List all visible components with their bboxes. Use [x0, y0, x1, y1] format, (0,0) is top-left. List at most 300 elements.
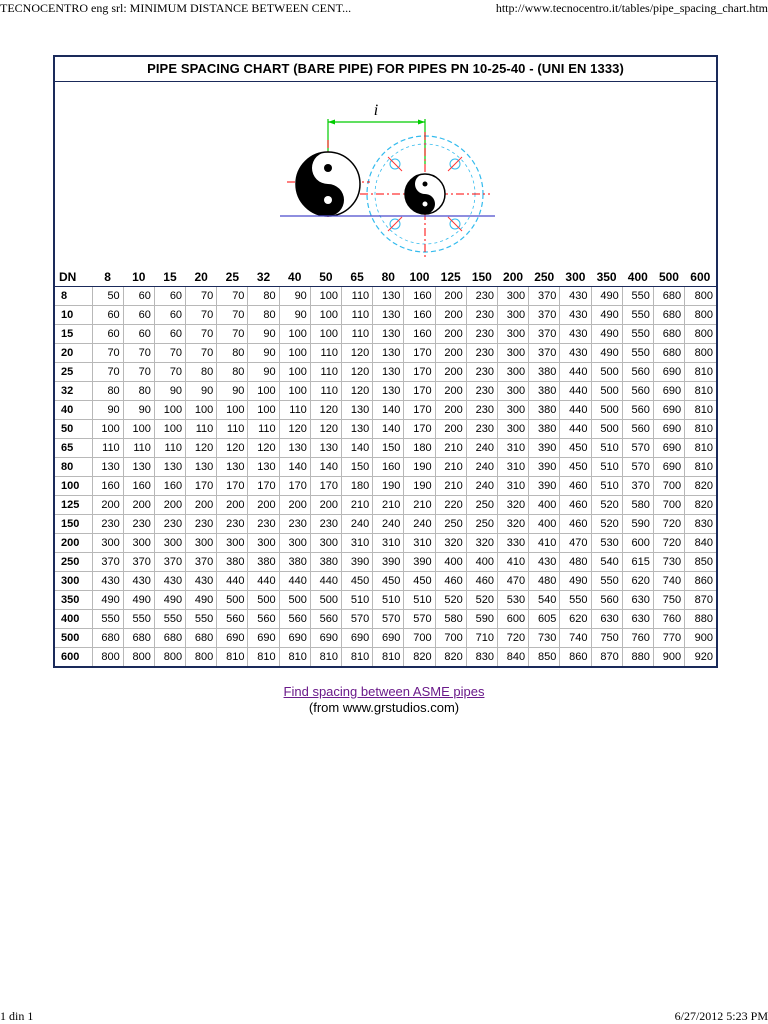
table-cell: 900	[653, 648, 684, 667]
table-cell: 200	[435, 363, 466, 382]
table-cell: 200	[92, 496, 123, 515]
table-cell: 480	[560, 553, 591, 572]
table-cell: 70	[154, 363, 185, 382]
table-cell: 130	[248, 458, 279, 477]
table-cell: 200	[310, 496, 341, 515]
table-cell: 240	[466, 439, 497, 458]
table-cell: 430	[154, 572, 185, 591]
table-cell: 860	[560, 648, 591, 667]
table-cell: 300	[497, 420, 528, 439]
table-cell: 680	[653, 287, 684, 306]
table-cell: 230	[466, 363, 497, 382]
table-cell: 250	[466, 496, 497, 515]
table-cell: 390	[529, 458, 560, 477]
table-cell: 310	[342, 534, 373, 553]
table-cell: 690	[342, 629, 373, 648]
table-cell: 460	[560, 496, 591, 515]
table-cell: 570	[622, 458, 653, 477]
table-cell: 100	[279, 382, 310, 401]
table-cell: 210	[435, 458, 466, 477]
table-cell: 330	[497, 534, 528, 553]
table-cell: 300	[123, 534, 154, 553]
table-cell: 380	[279, 553, 310, 572]
table-cell: 520	[591, 496, 622, 515]
table-cell: 560	[622, 363, 653, 382]
table-cell: 110	[92, 439, 123, 458]
table-cell: 380	[248, 553, 279, 572]
table-cell: 120	[342, 363, 373, 382]
table-cell: 870	[591, 648, 622, 667]
table-cell: 110	[123, 439, 154, 458]
table-cell: 440	[560, 420, 591, 439]
table-cell: 740	[560, 629, 591, 648]
table-cell: 90	[217, 382, 248, 401]
table-cell: 240	[342, 515, 373, 534]
table-cell: 520	[435, 591, 466, 610]
table-cell: 800	[685, 287, 716, 306]
table-cell: 400	[466, 553, 497, 572]
print-footer-timestamp: 6/27/2012 5:23 PM	[674, 1009, 768, 1023]
table-cell: 380	[529, 420, 560, 439]
table-cell: 810	[685, 420, 716, 439]
table-cell: 80	[123, 382, 154, 401]
table-cell: 90	[154, 382, 185, 401]
row-dn-label: 8	[55, 287, 92, 306]
table-cell: 680	[653, 344, 684, 363]
table-cell: 240	[373, 515, 404, 534]
table-cell: 60	[92, 325, 123, 344]
table-cell: 200	[217, 496, 248, 515]
table-cell: 310	[497, 477, 528, 496]
table-cell: 230	[466, 344, 497, 363]
table-cell: 130	[342, 420, 373, 439]
table-cell: 130	[373, 287, 404, 306]
table-cell: 140	[342, 439, 373, 458]
table-row	[55, 572, 716, 591]
column-header: 32	[248, 268, 279, 287]
table-cell: 300	[497, 325, 528, 344]
table-cell: 300	[497, 344, 528, 363]
table-cell: 810	[217, 648, 248, 667]
table-cell: 720	[497, 629, 528, 648]
table-cell: 130	[154, 458, 185, 477]
bolt-hole-2	[448, 157, 462, 171]
table-cell: 430	[560, 306, 591, 325]
table-cell: 230	[186, 515, 217, 534]
table-cell: 820	[685, 477, 716, 496]
table-cell: 140	[373, 420, 404, 439]
table-cell: 390	[342, 553, 373, 572]
table-cell: 60	[123, 287, 154, 306]
table-cell: 90	[123, 401, 154, 420]
table-cell: 850	[529, 648, 560, 667]
table-cell: 170	[404, 382, 435, 401]
table-cell: 390	[373, 553, 404, 572]
table-cell: 440	[279, 572, 310, 591]
table-cell: 130	[310, 439, 341, 458]
table-cell: 200	[435, 325, 466, 344]
row-dn-label: 600	[55, 648, 92, 667]
table-cell: 400	[529, 496, 560, 515]
table-cell: 100	[310, 306, 341, 325]
table-cell: 70	[186, 306, 217, 325]
table-cell: 300	[497, 363, 528, 382]
table-cell: 170	[217, 477, 248, 496]
table-cell: 310	[497, 458, 528, 477]
table-cell: 160	[92, 477, 123, 496]
table-cell: 450	[560, 458, 591, 477]
table-cell: 450	[342, 572, 373, 591]
table-cell: 380	[529, 363, 560, 382]
table-cell: 700	[653, 496, 684, 515]
table-cell: 450	[404, 572, 435, 591]
table-cell: 690	[653, 382, 684, 401]
column-header: 8	[92, 268, 123, 287]
table-cell: 720	[653, 515, 684, 534]
pipe-spacing-diagram	[55, 82, 716, 268]
table-cell: 160	[404, 325, 435, 344]
table-row	[55, 420, 716, 439]
table-cell: 70	[92, 363, 123, 382]
table-cell: 390	[529, 439, 560, 458]
table-cell: 460	[466, 572, 497, 591]
table-cell: 390	[404, 553, 435, 572]
table-cell: 550	[92, 610, 123, 629]
table-cell: 210	[342, 496, 373, 515]
table-cell: 560	[217, 610, 248, 629]
table-row	[55, 306, 716, 325]
table-cell: 550	[622, 306, 653, 325]
row-dn-label: 500	[55, 629, 92, 648]
table-cell: 200	[435, 382, 466, 401]
table-cell: 200	[435, 306, 466, 325]
table-cell: 110	[342, 306, 373, 325]
table-cell: 210	[373, 496, 404, 515]
table-cell: 570	[622, 439, 653, 458]
table-cell: 500	[248, 591, 279, 610]
table-cell: 120	[342, 344, 373, 363]
table-cell: 140	[279, 458, 310, 477]
table-cell: 800	[186, 648, 217, 667]
table-cell: 250	[466, 515, 497, 534]
table-cell: 300	[497, 382, 528, 401]
table-cell: 110	[310, 363, 341, 382]
footer-links	[0, 684, 768, 716]
column-header: 80	[373, 268, 404, 287]
row-dn-label: 400	[55, 610, 92, 629]
table-cell: 440	[217, 572, 248, 591]
table-cell: 370	[186, 553, 217, 572]
table-cell: 130	[217, 458, 248, 477]
table-cell: 380	[310, 553, 341, 572]
small-pipe-section	[405, 174, 445, 214]
table-cell: 170	[279, 477, 310, 496]
table-cell: 810	[685, 401, 716, 420]
table-cell: 520	[591, 515, 622, 534]
table-cell: 70	[92, 344, 123, 363]
table-cell: 460	[560, 477, 591, 496]
bolt-hole-1	[388, 157, 402, 171]
table-cell: 800	[685, 306, 716, 325]
table-cell: 810	[279, 648, 310, 667]
table-cell: 550	[591, 572, 622, 591]
table-cell: 510	[591, 458, 622, 477]
table-cell: 410	[529, 534, 560, 553]
table-cell: 500	[591, 401, 622, 420]
table-cell: 550	[560, 591, 591, 610]
table-cell: 700	[653, 477, 684, 496]
table-cell: 710	[466, 629, 497, 648]
table-cell: 110	[342, 325, 373, 344]
column-header: 100	[404, 268, 435, 287]
table-cell: 490	[560, 572, 591, 591]
row-dn-label: 200	[55, 534, 92, 553]
row-dn-label: 250	[55, 553, 92, 572]
table-cell: 60	[154, 325, 185, 344]
row-dn-label: 350	[55, 591, 92, 610]
table-cell: 230	[248, 515, 279, 534]
table-cell: 820	[685, 496, 716, 515]
chart-title: PIPE SPACING CHART (BARE PIPE) FOR PIPES PN 10-25-40 - (UNI EN 1333)	[55, 57, 716, 82]
table-cell: 600	[622, 534, 653, 553]
table-cell: 200	[186, 496, 217, 515]
table-cell: 690	[310, 629, 341, 648]
table-cell: 120	[310, 420, 341, 439]
table-cell: 130	[123, 458, 154, 477]
table-cell: 550	[622, 344, 653, 363]
table-cell: 100	[279, 344, 310, 363]
table-cell: 120	[310, 401, 341, 420]
table-cell: 230	[466, 420, 497, 439]
table-cell: 430	[123, 572, 154, 591]
table-cell: 320	[466, 534, 497, 553]
table-cell: 750	[591, 629, 622, 648]
print-header-title: TECNOCENTRO eng srl: MINIMUM DISTANCE BETWEEN CENT...	[0, 1, 352, 15]
table-cell: 300	[497, 401, 528, 420]
table-cell: 700	[404, 629, 435, 648]
table-cell: 490	[186, 591, 217, 610]
column-header: 350	[591, 268, 622, 287]
table-cell: 210	[435, 439, 466, 458]
table-cell: 810	[685, 363, 716, 382]
column-header: 125	[435, 268, 466, 287]
table-cell: 550	[622, 287, 653, 306]
table-cell: 430	[560, 325, 591, 344]
table-cell: 690	[279, 629, 310, 648]
table-cell: 740	[653, 572, 684, 591]
pipe-spacing-chart	[53, 55, 718, 668]
table-cell: 110	[154, 439, 185, 458]
table-cell: 440	[560, 401, 591, 420]
table-cell: 480	[529, 572, 560, 591]
table-cell: 680	[653, 306, 684, 325]
row-dn-label: 50	[55, 420, 92, 439]
table-cell: 120	[342, 382, 373, 401]
table-cell: 700	[435, 629, 466, 648]
table-cell: 210	[435, 477, 466, 496]
table-cell: 90	[92, 401, 123, 420]
table-cell: 230	[466, 325, 497, 344]
table-cell: 830	[685, 515, 716, 534]
table-cell: 170	[404, 363, 435, 382]
table-cell: 200	[279, 496, 310, 515]
table-cell: 490	[591, 325, 622, 344]
table-cell: 460	[435, 572, 466, 591]
table-cell: 200	[154, 496, 185, 515]
table-cell: 370	[529, 306, 560, 325]
table-cell: 200	[435, 420, 466, 439]
table-cell: 440	[560, 363, 591, 382]
table-cell: 310	[497, 439, 528, 458]
table-cell: 560	[622, 401, 653, 420]
table-row	[55, 439, 716, 458]
column-header: 25	[217, 268, 248, 287]
table-cell: 100	[186, 401, 217, 420]
table-cell: 450	[373, 572, 404, 591]
table-cell: 900	[685, 629, 716, 648]
table-cell: 760	[622, 629, 653, 648]
table-row	[55, 629, 716, 648]
table-cell: 160	[404, 306, 435, 325]
table-cell: 730	[529, 629, 560, 648]
table-cell: 80	[217, 344, 248, 363]
table-cell: 130	[373, 363, 404, 382]
table-cell: 300	[154, 534, 185, 553]
bolt-hole-3	[388, 217, 402, 231]
table-cell: 80	[217, 363, 248, 382]
table-cell: 490	[123, 591, 154, 610]
table-cell: 370	[123, 553, 154, 572]
table-cell: 440	[560, 382, 591, 401]
table-cell: 160	[154, 477, 185, 496]
table-cell: 140	[373, 401, 404, 420]
table-cell: 230	[466, 401, 497, 420]
table-cell: 370	[529, 325, 560, 344]
table-cell: 605	[529, 610, 560, 629]
table-cell: 540	[529, 591, 560, 610]
table-row	[55, 496, 716, 515]
table-cell: 190	[373, 477, 404, 496]
table-cell: 170	[310, 477, 341, 496]
table-cell: 100	[310, 325, 341, 344]
table-cell: 230	[92, 515, 123, 534]
table-cell: 90	[248, 344, 279, 363]
table-cell: 520	[466, 591, 497, 610]
table-cell: 130	[279, 439, 310, 458]
table-cell: 120	[279, 420, 310, 439]
table-cell: 370	[529, 287, 560, 306]
table-cell: 560	[622, 382, 653, 401]
table-cell: 620	[560, 610, 591, 629]
table-cell: 630	[622, 610, 653, 629]
table-cell: 80	[248, 306, 279, 325]
table-cell: 500	[310, 591, 341, 610]
table-cell: 550	[622, 325, 653, 344]
table-row	[55, 325, 716, 344]
table-cell: 560	[248, 610, 279, 629]
table-cell: 690	[248, 629, 279, 648]
table-cell: 840	[685, 534, 716, 553]
table-cell: 560	[279, 610, 310, 629]
pipe-diagram-svg	[55, 82, 716, 268]
table-cell: 300	[248, 534, 279, 553]
table-cell: 70	[217, 306, 248, 325]
table-cell: 750	[653, 591, 684, 610]
table-row	[55, 591, 716, 610]
table-cell: 490	[154, 591, 185, 610]
table-row	[55, 382, 716, 401]
table-row	[55, 553, 716, 572]
table-cell: 70	[217, 287, 248, 306]
table-cell: 600	[497, 610, 528, 629]
table-row	[55, 287, 716, 306]
table-cell: 820	[404, 648, 435, 667]
table-row	[55, 515, 716, 534]
table-cell: 110	[310, 382, 341, 401]
table-cell: 690	[373, 629, 404, 648]
row-dn-label: 150	[55, 515, 92, 534]
table-cell: 190	[404, 477, 435, 496]
table-cell: 230	[310, 515, 341, 534]
table-cell: 160	[404, 287, 435, 306]
table-cell: 60	[154, 306, 185, 325]
print-header-url: http://www.tecnocentro.it/tables/pipe_spacing_chart.htm	[495, 1, 768, 15]
table-cell: 60	[154, 287, 185, 306]
table-cell: 160	[373, 458, 404, 477]
table-cell: 230	[279, 515, 310, 534]
table-cell: 240	[404, 515, 435, 534]
table-cell: 230	[217, 515, 248, 534]
table-cell: 770	[653, 629, 684, 648]
row-dn-label: 15	[55, 325, 92, 344]
table-cell: 440	[248, 572, 279, 591]
table-cell: 100	[217, 401, 248, 420]
table-cell: 100	[248, 401, 279, 420]
table-cell: 90	[279, 287, 310, 306]
table-cell: 300	[279, 534, 310, 553]
table-cell: 230	[466, 382, 497, 401]
table-cell: 120	[217, 439, 248, 458]
row-dn-label: 300	[55, 572, 92, 591]
table-cell: 180	[404, 439, 435, 458]
table-row	[55, 363, 716, 382]
table-cell: 240	[466, 477, 497, 496]
column-header: 10	[123, 268, 154, 287]
table-cell: 810	[248, 648, 279, 667]
column-header: 40	[279, 268, 310, 287]
table-cell: 320	[435, 534, 466, 553]
table-cell: 500	[591, 382, 622, 401]
asme-spacing-link[interactable]: Find spacing between ASME pipes	[283, 684, 485, 699]
table-cell: 60	[123, 325, 154, 344]
table-row	[55, 648, 716, 667]
dn-header: DN	[55, 268, 92, 287]
table-cell: 690	[653, 420, 684, 439]
row-dn-label: 100	[55, 477, 92, 496]
table-cell: 100	[123, 420, 154, 439]
table-cell: 560	[622, 420, 653, 439]
table-cell: 840	[497, 648, 528, 667]
large-pipe-section	[296, 152, 360, 216]
table-cell: 500	[591, 363, 622, 382]
table-cell: 620	[622, 572, 653, 591]
table-cell: 630	[591, 610, 622, 629]
table-cell: 400	[435, 553, 466, 572]
table-cell: 800	[123, 648, 154, 667]
table-cell: 690	[217, 629, 248, 648]
table-cell: 800	[685, 344, 716, 363]
column-header: 200	[497, 268, 528, 287]
